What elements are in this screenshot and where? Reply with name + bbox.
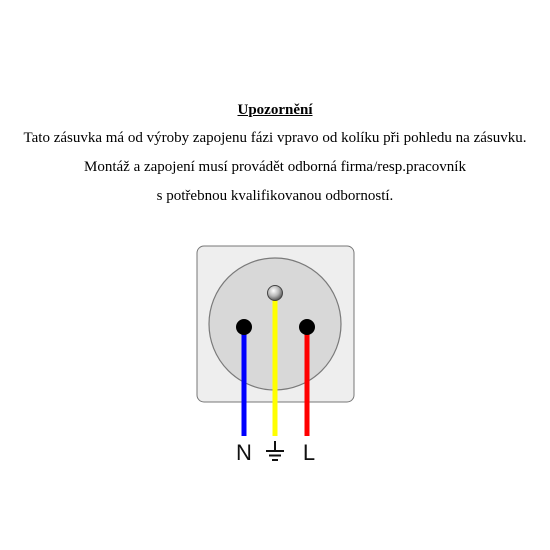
live-hole — [299, 319, 315, 335]
notice-line-1: Tato zásuvka má od výroby zapojenu fázi vpravo od kolíku při pohledu na zásuvku. — [23, 130, 527, 146]
neutral-hole — [236, 319, 252, 335]
notice-line-2: Montáž a zapojení musí provádět odborná firma/resp.pracovník — [84, 159, 466, 175]
ground-symbol-icon — [266, 441, 284, 460]
earth-pin-icon — [268, 286, 283, 301]
notice-title: Upozornění — [237, 102, 313, 118]
notice-line-3: s potřebnou kvalifikovanou odborností. — [156, 188, 394, 204]
neutral-label: N — [236, 440, 252, 465]
live-label: L — [302, 440, 316, 465]
